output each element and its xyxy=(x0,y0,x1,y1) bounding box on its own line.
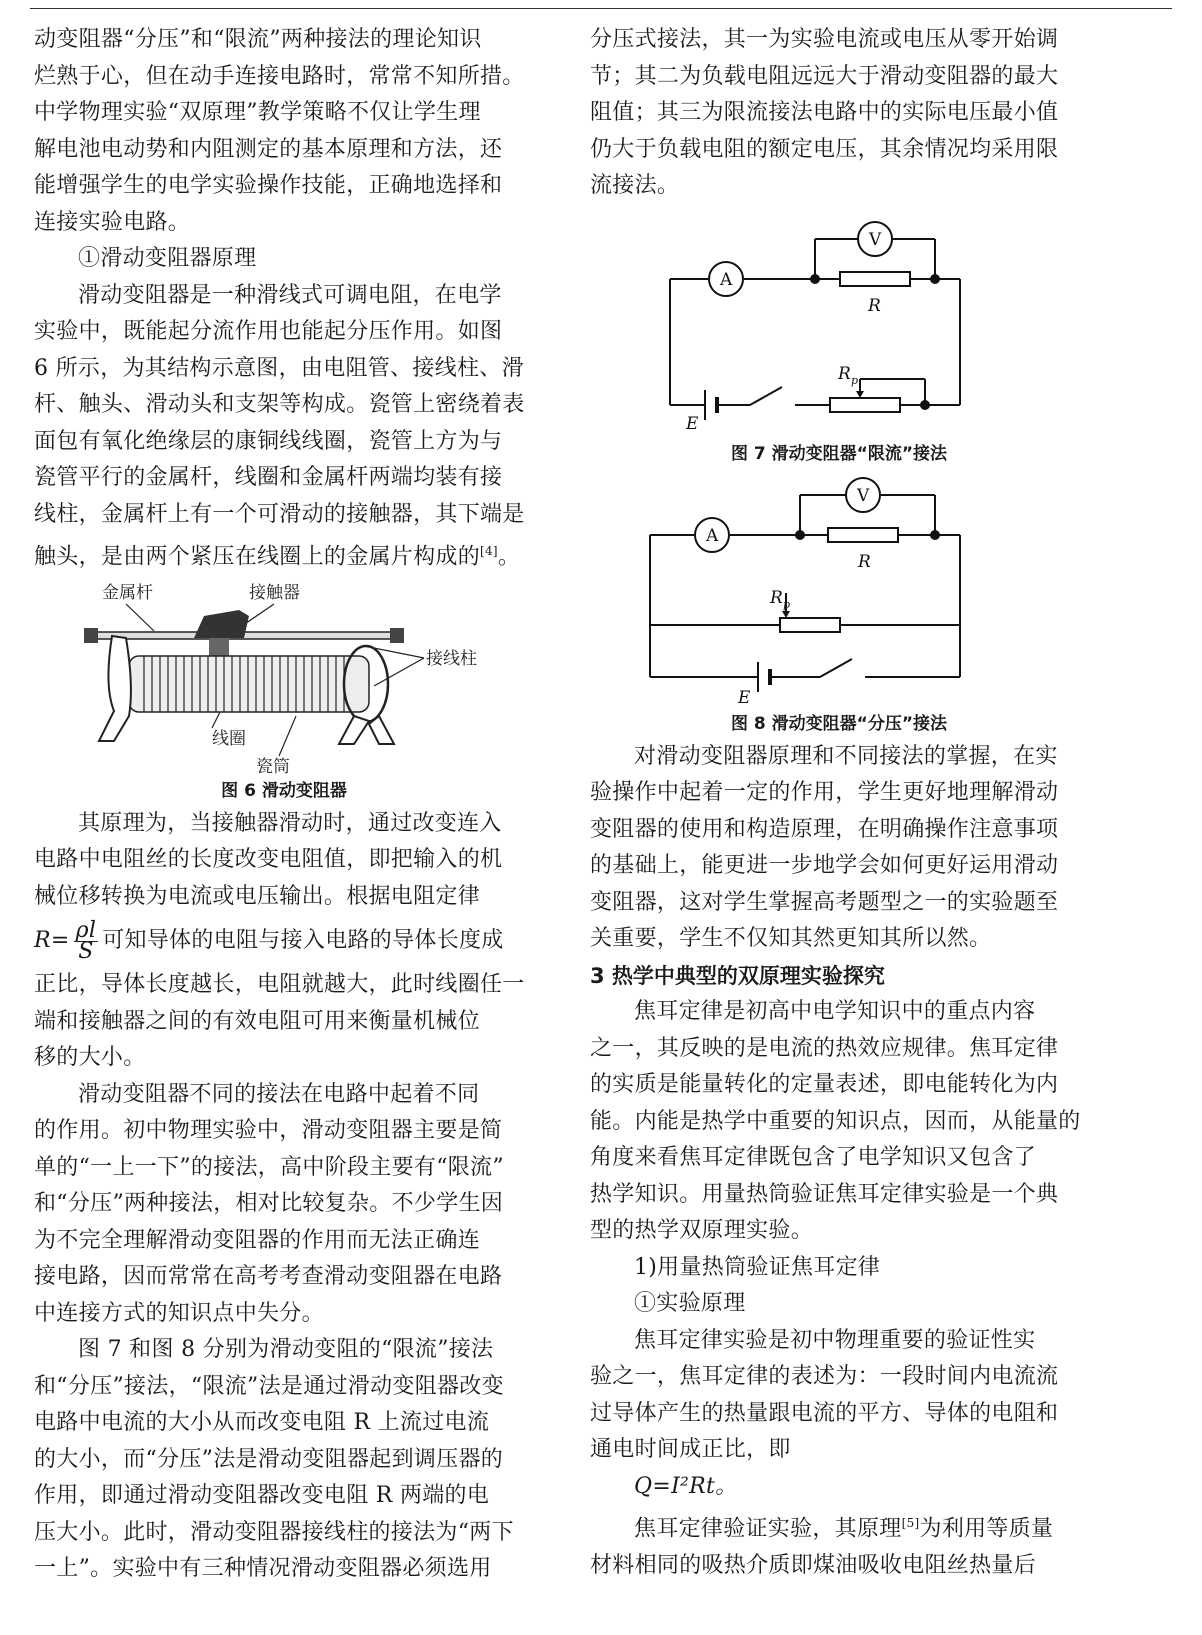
text-line: 电路中电阻丝的长度改变电阻值，即把输入的机 xyxy=(34,847,503,873)
label-terminal: 接线柱 xyxy=(426,648,477,669)
text-line: 压大小。此时，滑动变阻器接线柱的接法为“两下 xyxy=(34,1519,514,1545)
figure-6-caption: 图 6 滑动变阻器 xyxy=(221,780,347,801)
text-line: 动变阻器“分压”和“限流”两种接法的理论知识 xyxy=(34,27,482,52)
text-line: 的大小，而“分压”法是滑动变阻器起到调压器的 xyxy=(34,1446,504,1472)
text-line: 的作用。初中物理实验中，滑动变阻器主要是简 xyxy=(34,1118,503,1144)
voltmeter-label: V xyxy=(857,485,870,506)
rheostat-label: R xyxy=(770,587,783,608)
figure-8-caption: 图 8 滑动变阻器“分压”接法 xyxy=(730,713,947,734)
text-line: 角度来看焦耳定律既包含了电学知识又包含了 xyxy=(590,1145,1037,1170)
text-line: 其原理为，当接触器滑动时，通过改变连入 xyxy=(78,810,502,836)
text-line: 变阻器的使用和构造原理，在明确操作注意事项 xyxy=(590,816,1059,842)
text-line: 过导体产生的热量跟电流的平方、导体的电阻和 xyxy=(590,1400,1059,1426)
battery-label: E xyxy=(738,687,751,708)
text-line: 移的大小。 xyxy=(34,1045,146,1071)
subheading: 1)用量热筒验证焦耳定律 xyxy=(634,1254,881,1280)
text-line: 实验中，既能起分流作用也能起分压作用。如图 xyxy=(34,319,503,344)
text-line: 电路中电流的大小从而改变电阻 R 上流过电流 xyxy=(34,1410,490,1436)
text-line: 中连接方式的知识点中失分。 xyxy=(34,1300,324,1326)
text-line: 对滑动变阻器原理和不同接法的掌握，在实 xyxy=(634,743,1058,769)
text-line xyxy=(590,1505,1088,1548)
text-line: 热学知识。用量热筒验证焦耳定律实验是一个典 xyxy=(590,1181,1059,1207)
text-line: 节；其二为负载电阻远远大于滑动变阻器的最大 xyxy=(590,63,1059,89)
text-line: 的实质是能量转化的定量表述，即电能转化为内 xyxy=(590,1072,1059,1097)
label-contact: 接触器 xyxy=(249,582,300,603)
text-line: 通电时间成正比，即 xyxy=(590,1437,791,1462)
label-tube: 瓷筒 xyxy=(256,756,290,776)
text-line: 分压式接法，其一为实验电流或电压从零开始调 xyxy=(590,27,1059,52)
figure-7-caption: 图 7 滑动变阻器“限流”接法 xyxy=(730,443,947,464)
text-span: 焦耳定律验证实验，其原理 xyxy=(634,1516,902,1542)
text-line: 材料相同的吸热介质即煤油吸收电阻丝热量后 xyxy=(590,1552,1037,1578)
formula-numerator: ρl xyxy=(75,917,97,943)
left-column xyxy=(34,22,534,1588)
citation: [4] xyxy=(480,544,498,558)
text-line: 正比，导体长度越长，电阻就越大，此时线圈任一 xyxy=(34,972,525,998)
formula-lhs: R= xyxy=(34,928,70,954)
text-line: 6 所示，为其结构示意图，由电阻管、接线柱、滑 xyxy=(34,355,524,381)
figure-7-circuit xyxy=(590,217,1088,447)
text-line: 型的热学双原理实验。 xyxy=(590,1218,814,1243)
text-line: 焦耳定律实验是初中物理重要的验证性实 xyxy=(634,1327,1036,1353)
text-line: 仍大于负载电阻的额定电压，其余情况均采用限 xyxy=(590,136,1059,162)
text-line: 面包有氧化绝缘层的康铜线线圈，瓷管上方为与 xyxy=(34,428,503,454)
text-line: 滑动变阻器不同的接法在电路中起着不同 xyxy=(78,1081,480,1107)
text-line: 滑动变阻器是一种滑线式可调电阻，在电学 xyxy=(78,282,502,308)
text-line: 关重要，学生不仅知其然更知其所以然。 xyxy=(590,926,992,951)
text-line: 和“分压”接法，“限流”法是通过滑动变阻器改变 xyxy=(34,1373,504,1399)
subheading: ①实验原理 xyxy=(634,1291,746,1316)
text-line: 变阻器，这对学生掌握高考题型之一的实验题至 xyxy=(590,889,1059,915)
label-rod: 金属杆 xyxy=(102,582,153,603)
text-line: 能增强学生的电学实验操作技能，正确地选择和 xyxy=(34,173,503,198)
text-line: 端和接触器之间的有效电阻可用来衡量机械位 xyxy=(34,1008,481,1034)
text-line: 的基础上，能更进一步地学会如何更好运用滑动 xyxy=(590,853,1059,878)
figure-6-rheostat xyxy=(34,576,534,776)
text-line: 和“分压”两种接法，相对比较复杂。不少学生因 xyxy=(34,1191,504,1217)
voltmeter-label: V xyxy=(869,229,882,250)
rheostat-subscript: p xyxy=(783,597,791,611)
citation: [5] xyxy=(901,1516,920,1530)
resistor-label: R xyxy=(868,295,881,316)
rheostat-label: R xyxy=(838,363,851,384)
text-line: 验之一，焦耳定律的表述为：一段时间内电流流 xyxy=(590,1364,1059,1389)
text-line: 解电池电动势和内阻测定的基本原理和方法，还 xyxy=(34,136,503,162)
text-line: 瓷管平行的金属杆，线圈和金属杆两端均装有接 xyxy=(34,465,503,490)
right-column xyxy=(590,22,1088,1584)
text-line: 验操作中起着一定的作用，学生更好地理解滑动 xyxy=(590,780,1059,805)
ammeter-label: A xyxy=(706,525,719,546)
text-line: 中学物理实验“双原理”教学策略不仅让学生理 xyxy=(34,100,481,125)
battery-label: E xyxy=(686,413,699,434)
subheading: ①滑动变阻器原理 xyxy=(78,246,257,271)
text-line: 一上”。实验中有三种情况滑动变阻器必须选用 xyxy=(34,1556,492,1582)
text-line: 作用，即通过滑动变阻器改变电阻 R 两端的电 xyxy=(34,1483,490,1509)
text-line: 单的“一上一下”的接法，高中阶段主要有“限流” xyxy=(34,1154,504,1180)
text-line: 流接法。 xyxy=(590,173,680,198)
formula-denominator: S xyxy=(78,938,94,964)
text-line: 图 7 和图 8 分别为滑动变阻的“限流”接法 xyxy=(78,1337,494,1363)
text-line: 之一，其反映的是电流的热效应规律。焦耳定律 xyxy=(590,1035,1059,1061)
formula-fraction xyxy=(74,917,99,964)
text-line: 线柱，金属杆上有一个可滑动的接触器，其下端是 xyxy=(34,501,525,527)
text-span: 可知导体的电阻与接入电路的导体长度成 xyxy=(102,928,504,954)
resistor-label: R xyxy=(858,551,871,572)
header-rule xyxy=(30,8,1172,9)
formula-line xyxy=(34,915,534,967)
text-line: 能。内能是热学中重要的知识点，因而，从能量的 xyxy=(590,1108,1081,1134)
text-span: 。 xyxy=(497,544,521,570)
text-line: 械位移转换为电流或电压输出。根据电阻定律 xyxy=(34,883,481,909)
text-span: 为利用等质量 xyxy=(919,1516,1054,1542)
text-line: 接电路，因而常常在高考考查滑动变阻器在电路 xyxy=(34,1264,503,1290)
text-line: 为不完全理解滑动变阻器的作用而无法正确连 xyxy=(34,1227,481,1253)
rheostat-subscript: p xyxy=(851,373,859,387)
text-span: 触头，是由两个紧压在线圈上的金属片构成的 xyxy=(34,544,481,570)
text-line: 杆、触头、滑动头和支架等构成。瓷管上密绕着表 xyxy=(34,392,525,417)
label-coil: 线圈 xyxy=(212,728,246,749)
text-line xyxy=(34,533,534,576)
text-line: 烂熟于心，但在动手连接电路时，常常不知所措。 xyxy=(34,63,525,89)
text-line: 连接实验电路。 xyxy=(34,209,191,235)
text-line: 焦耳定律是初高中电学知识中的重点内容 xyxy=(634,999,1036,1024)
figure-8-circuit xyxy=(590,475,1088,715)
ammeter-label: A xyxy=(720,269,733,290)
equation-joule: Q=I²Rt。 xyxy=(634,1473,738,1499)
section-heading-3: 3 热学中典型的双原理实验探究 xyxy=(590,963,885,988)
text-line: 阻值；其三为限流接法电路中的实际电压最小值 xyxy=(590,100,1059,125)
